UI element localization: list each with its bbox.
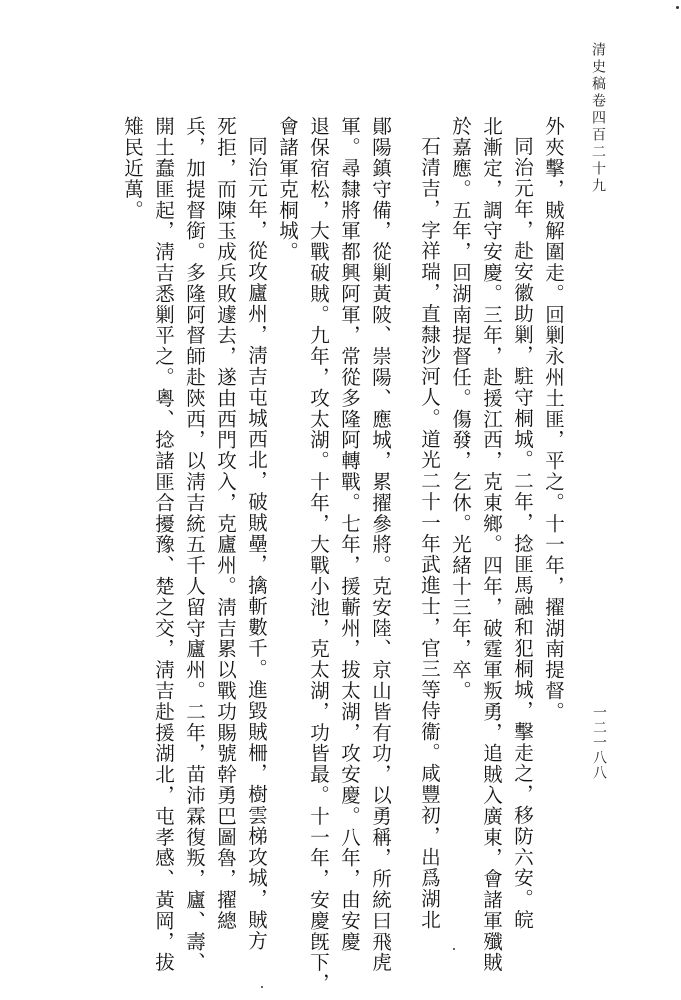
text-column: 會諸軍克桐城。 — [276, 116, 299, 263]
text-column: 於嘉應。五年，回湖南提督任。傷發，乞休。光緒十三年，卒。 — [449, 116, 472, 702]
text-column: 石清吉，字祥瑞，直隸沙河人。道光二十一年武進士，官三等侍衞。咸豐初，出爲湖北 — [418, 136, 441, 931]
scan-speck — [676, 6, 679, 9]
text-column: 兵，加提督銜。多隆阿督師赴陝西，以淸吉統五千人留守廬州。二年，苗沛霖復叛，廬、壽、 — [183, 116, 206, 973]
body-text — [117, 116, 569, 994]
running-head: 清史稿卷四百二十九 — [590, 42, 606, 195]
text-column: 退保宿松，大戰破賊。九年，攻太湖。十年，大戰小池，克太湖，功皆最。十一年，安慶旣下， — [307, 116, 330, 994]
text-column: 鄖陽鎮守備，從剿黃陂、崇陽、應城，累擢參將。克安陸、京山皆有功，以勇稱，所統曰飛虎 — [369, 116, 392, 973]
text-column: 北漸定，調守安慶。三年，赴援江西，克東鄉。四年，破霆軍叛勇，追賊入廣東，會諸軍殲賊 — [480, 116, 503, 973]
text-column: 開土蠢匪起，淸吉悉剿平之。粵、捻諸匪合擾豫、楚之交，淸吉赴援湖北，屯孝感、黃岡，拔 — [152, 116, 175, 973]
text-column: 同治元年，從攻廬州，淸吉屯城西北，破賊壘，擒斬數千。進毀賊柵，樹雲梯攻城，賊方 — [245, 136, 268, 952]
text-column: 外夾擊，賊解圍走。回剿永州土匪，平之。十一年，擢湖南提督。 — [542, 116, 565, 723]
scan-speck — [453, 948, 455, 950]
scan-speck — [261, 986, 263, 988]
text-column: 雉民近萬。 — [121, 116, 144, 221]
text-column: 死拒，而陳玉成兵敗遽去，遂由西門攻入，克廬州。淸吉累以戰功賜號幹勇巴圖魯，擢總 — [214, 116, 237, 932]
page-number: 一二一八八 — [591, 705, 607, 780]
text-column: 軍。尋隸將軍都興阿軍，常從多隆阿轉戰。七年，援蘄州，拔太湖，攻安慶。八年，由安慶 — [338, 116, 361, 952]
text-column: 同治元年，赴安徽助剿，駐守桐城。二年，捻匪馬融和犯桐城，擊走之，移防六安。皖 — [511, 136, 534, 931]
